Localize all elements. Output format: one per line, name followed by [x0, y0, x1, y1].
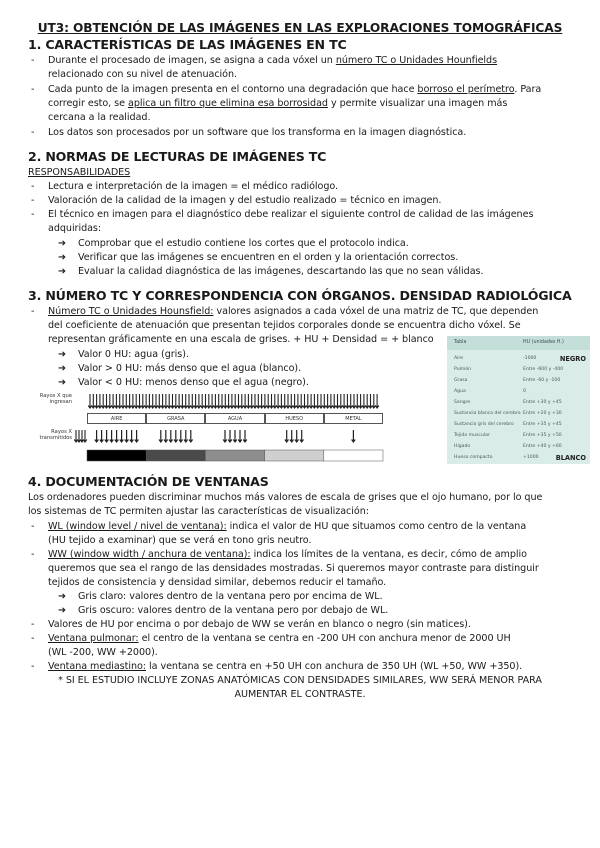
tissue-cell: Pulmón	[454, 367, 472, 372]
section-3-heading: 3. NÚMERO TC Y CORRESPONDENCIA CON ÓRGANOS. DENSIDAD RADIOLÓGICA	[28, 288, 572, 303]
pulmonar-text-2: (WL -200, WW +2000).	[48, 647, 158, 659]
hu-value-cell: Entre -60 y -100	[523, 378, 561, 383]
filtro-term: aplica un filtro que elimina esa borrosidad	[128, 98, 328, 110]
s4-intro	[28, 491, 588, 519]
s1-b2-text-b: . Para corregir esto, se	[48, 84, 542, 110]
hu-value-cell: Entre +35 y +50	[523, 433, 562, 438]
s2-sub-2-text: Verificar que las imágenes se encuentren en el orden y la orientación correctos.	[78, 252, 459, 263]
ww-text-2: queremos que sea el rango de las densidades mostradas. Si queremos mayor contraste para distinguir	[48, 563, 539, 575]
s1-b1-text: Durante el procesado de imagen, se asigna a cada vóxel un	[48, 55, 336, 66]
s2-b2-text: Valoración de la calidad de la imagen y del estudio realizado = técnico en imagen.	[48, 195, 442, 206]
s1-bullet-2	[31, 83, 573, 126]
wl-text: indica el valor de HU que situamos como centro de la ventana	[226, 521, 527, 532]
hu-value-cell: 0	[523, 389, 526, 394]
section-4-heading: 4. DOCUMENTACIÓN DE VENTANAS	[28, 474, 269, 489]
s2-bullet-2	[31, 194, 573, 208]
material-label: GRASA	[146, 413, 205, 424]
s2-b1-text: Lectura e interpretación de la imagen = el médico radiólogo.	[48, 181, 339, 192]
closing-note-1: * SI EL ESTUDIO INCLUYE ZONAS ANATÓMICAS CON DENSIDADES SIMILARES, WW SERÁ MENOR PARA	[58, 675, 542, 686]
tissue-cell: Tejido muscular	[454, 433, 490, 438]
s3-sub-2-text: Valor > 0 HU: más denso que el agua (blanco).	[78, 363, 302, 374]
hu-value-cell: Entre +20 y +30	[523, 411, 562, 416]
bullet-dash: -	[31, 306, 35, 317]
arrow-icon: ➔	[58, 238, 66, 249]
section-1-heading: 1. CARACTERÍSTICAS DE LAS IMÁGENES EN TC	[28, 37, 347, 52]
s2-b3-text: El técnico en imagen para el diagnóstico debe realizar el siguiente control de calidad de las imágenes	[48, 209, 534, 220]
gray-swatch	[265, 450, 324, 461]
arrow-icon: ➔	[58, 591, 66, 602]
hu-value-cell: Entre +30 y +45	[523, 400, 562, 405]
s2-bullet-3	[31, 208, 573, 236]
hu-table	[447, 336, 590, 464]
bullet-dash: -	[31, 195, 35, 206]
s2-b3-text-2: adquiridas:	[48, 223, 102, 235]
tissue-cell: Agua	[454, 389, 466, 394]
hu-table-row	[447, 444, 590, 454]
hu-value-cell: Entre -600 y -400	[523, 367, 564, 372]
bullet-dash: -	[31, 127, 35, 138]
s2-sub-1-text: Comprobar que el estudio contiene los cortes que el protocolo indica.	[78, 238, 409, 249]
hu-table-row	[447, 411, 590, 421]
responsabilidades-label: RESPONSABILIDADES	[28, 167, 131, 178]
tissue-cell: Hueso compacto	[454, 455, 493, 460]
wl-term: WL (window level / nivel de ventana):	[48, 521, 227, 532]
hu-table-row	[447, 389, 590, 399]
arrow-icon: ➔	[58, 349, 66, 360]
s4-bullet-pulmonar	[31, 632, 573, 660]
tissue-cell: Aire	[454, 356, 464, 361]
arrow-icon: ➔	[58, 363, 66, 374]
hu-table-row	[447, 367, 590, 377]
material-label: AIRE	[87, 413, 146, 424]
materials-row	[87, 413, 383, 424]
wl-text-2: (HU tejido a examinar) que se verá en tono gris neutro.	[48, 535, 312, 547]
bullet-dash: -	[31, 84, 35, 95]
bullet-dash: -	[31, 55, 35, 66]
s2-sub-1	[58, 237, 558, 251]
closing-note-2: AUMENTAR EL CONTRASTE.	[234, 689, 366, 701]
pulmonar-term: Ventana pulmonar:	[48, 633, 139, 644]
s4-sub-1-text: Gris claro: valores dentro de la ventana pero por encima de WL.	[78, 591, 383, 602]
s3-sub-3	[58, 376, 408, 390]
s2-sub-3-text: Evaluar la calidad diagnóstica de las imágenes, descartando las que no sean válidas.	[78, 266, 484, 277]
material-label: AGUA	[205, 413, 264, 424]
s2-bullet-1	[31, 180, 573, 194]
s4-b3-text: Valores de HU por encima o por debajo de WW se verán en blanco o negro (sin matices).	[48, 619, 471, 630]
gray-swatch	[146, 450, 205, 461]
arrow-icon: ➔	[58, 252, 66, 263]
s3-b1-text: valores asignados a cada vóxel de una matriz de TC, que dependen	[213, 306, 539, 317]
hu-table-row	[447, 422, 590, 432]
s4-intro-2: los sistemas de TC permiten ajustar las características de visualización:	[28, 506, 369, 518]
section-2-heading: 2. NORMAS DE LECTURAS DE IMÁGENES TC	[28, 149, 327, 164]
arrow-icon: ➔	[58, 605, 66, 616]
hu-table-row	[447, 433, 590, 443]
s4-intro-1: Los ordenadores pueden discriminar muchos más valores de escala de grises que el ojo humano, por lo que	[28, 492, 543, 503]
rayos-x-ingresan-label: Rayos X que ingresan	[39, 393, 72, 405]
hu-table-row	[447, 455, 590, 465]
s2-sub-3	[58, 265, 558, 279]
s2-sub-2	[58, 251, 558, 265]
s3-sub-2	[58, 362, 408, 376]
s3-b1-text-2: del coeficiente de atenuación que presentan tejidos corporales donde se encuentra dicho vóxel. Se	[48, 320, 521, 332]
borroso-term: borroso el perímetro	[417, 84, 515, 95]
grayscale-bar	[87, 450, 383, 461]
material-label: METAL	[324, 413, 383, 424]
transmitted-arrows	[74, 430, 355, 442]
closing-note	[30, 674, 570, 702]
s4-bullet-ww	[31, 548, 573, 591]
hu-value-cell: -1000	[523, 356, 537, 361]
arrow-icon: ➔	[58, 266, 66, 277]
s4-sub-2-text: Gris oscuro: valores dentro de la ventana pero por debajo de WL.	[78, 605, 389, 616]
s4-sub-1	[58, 590, 558, 604]
bullet-dash: -	[31, 209, 35, 220]
arrow-icon: ➔	[58, 377, 66, 388]
bullet-dash: -	[31, 549, 35, 560]
s3-sub-1	[58, 348, 408, 362]
hu-table-row	[447, 378, 590, 388]
s3-b1-text-3: representan gráficamente en una escala de grises. + HU + Densidad = + blanco	[48, 334, 434, 346]
hu-value-cell: +1000	[523, 455, 539, 460]
s1-b3-text: Los datos son procesados por un software que los transforma en la imagen diagnóstica.	[48, 127, 467, 138]
hu-value-cell: Entre +35 y +45	[523, 422, 562, 427]
bullet-dash: -	[31, 521, 35, 532]
s4-bullet-mediastino	[31, 660, 573, 674]
hu-term: número TC o Unidades Hounfields	[335, 55, 498, 66]
page-title: UT3: OBTENCIÓN DE LAS IMÁGENES EN LAS EXPLORACIONES TOMOGRÁFICAS	[37, 21, 563, 35]
s1-bullet-1	[31, 54, 573, 82]
s1-b2-text-d: cercana a la realidad.	[48, 112, 151, 124]
s1-bullet-3	[31, 126, 573, 140]
bullet-dash: -	[31, 181, 35, 192]
rayos-x-transmitidos-label: Rayos X transmitidos	[39, 429, 72, 441]
s3-sub-3-text: Valor < 0 HU: menos denso que el agua (negro).	[78, 377, 309, 388]
gray-swatch	[324, 450, 383, 461]
hu-table-header-right: HU (unidades H.)	[523, 340, 564, 345]
s4-sub-2	[58, 604, 558, 618]
s4-bullet-3	[31, 618, 573, 632]
attenuation-diagram	[74, 390, 384, 464]
s4-bullet-wl	[31, 520, 573, 548]
tissue-cell: Hígado	[454, 444, 471, 449]
tissue-cell: Sangre	[454, 400, 471, 405]
ww-text-3: tejidos de consistencia y densidad similar, debemos reducir el tamaño.	[48, 577, 387, 589]
ww-term: WW (window width / anchura de ventana):	[48, 549, 251, 560]
material-label: HUESO	[265, 413, 324, 424]
tissue-cell: Grasa	[454, 378, 468, 383]
hu-table-row	[447, 400, 590, 410]
bullet-dash: -	[31, 619, 35, 630]
tone-mark: NEGRO	[559, 355, 586, 363]
gray-swatch	[205, 450, 264, 461]
s1-b2-text-c: y permite visualizar una imagen más	[327, 98, 508, 110]
hu-table-header	[447, 336, 590, 350]
hu-term: Número TC o Unidades Hounsfield:	[48, 306, 214, 317]
tissue-cell: Sustancia gris del cerebro	[454, 422, 514, 427]
tone-mark: BLANCO	[555, 454, 586, 462]
bullet-dash: -	[31, 661, 35, 672]
gray-swatch	[87, 450, 146, 461]
s1-b2-text: Cada punto de la imagen presenta en el contorno una degradación que hace	[48, 84, 418, 95]
mediastino-text: la ventana se centra en +50 UH con anchura de 350 UH (WL +50, WW +350).	[146, 661, 523, 672]
bullet-dash: -	[31, 633, 35, 644]
hu-value-cell: Entre +40 y +60	[523, 444, 562, 449]
ww-text: indica los límites de la ventana, es decir, cómo de amplio	[250, 549, 527, 560]
tissue-cell: Sustancia blanca del cerebro	[454, 411, 521, 416]
s3-sub-1-text: Valor 0 HU: agua (gris).	[78, 349, 189, 360]
s1-b1-text-2: relacionado con su nivel de atenuación.	[48, 69, 238, 81]
mediastino-term: Ventana mediastino:	[48, 661, 146, 672]
incoming-arrows	[88, 394, 379, 408]
pulmonar-text: el centro de la ventana se centra en -200 UH con anchura menor de 2000 UH	[138, 633, 511, 644]
hu-table-header-left: Tabla	[454, 340, 467, 345]
hu-table-row	[447, 356, 590, 366]
